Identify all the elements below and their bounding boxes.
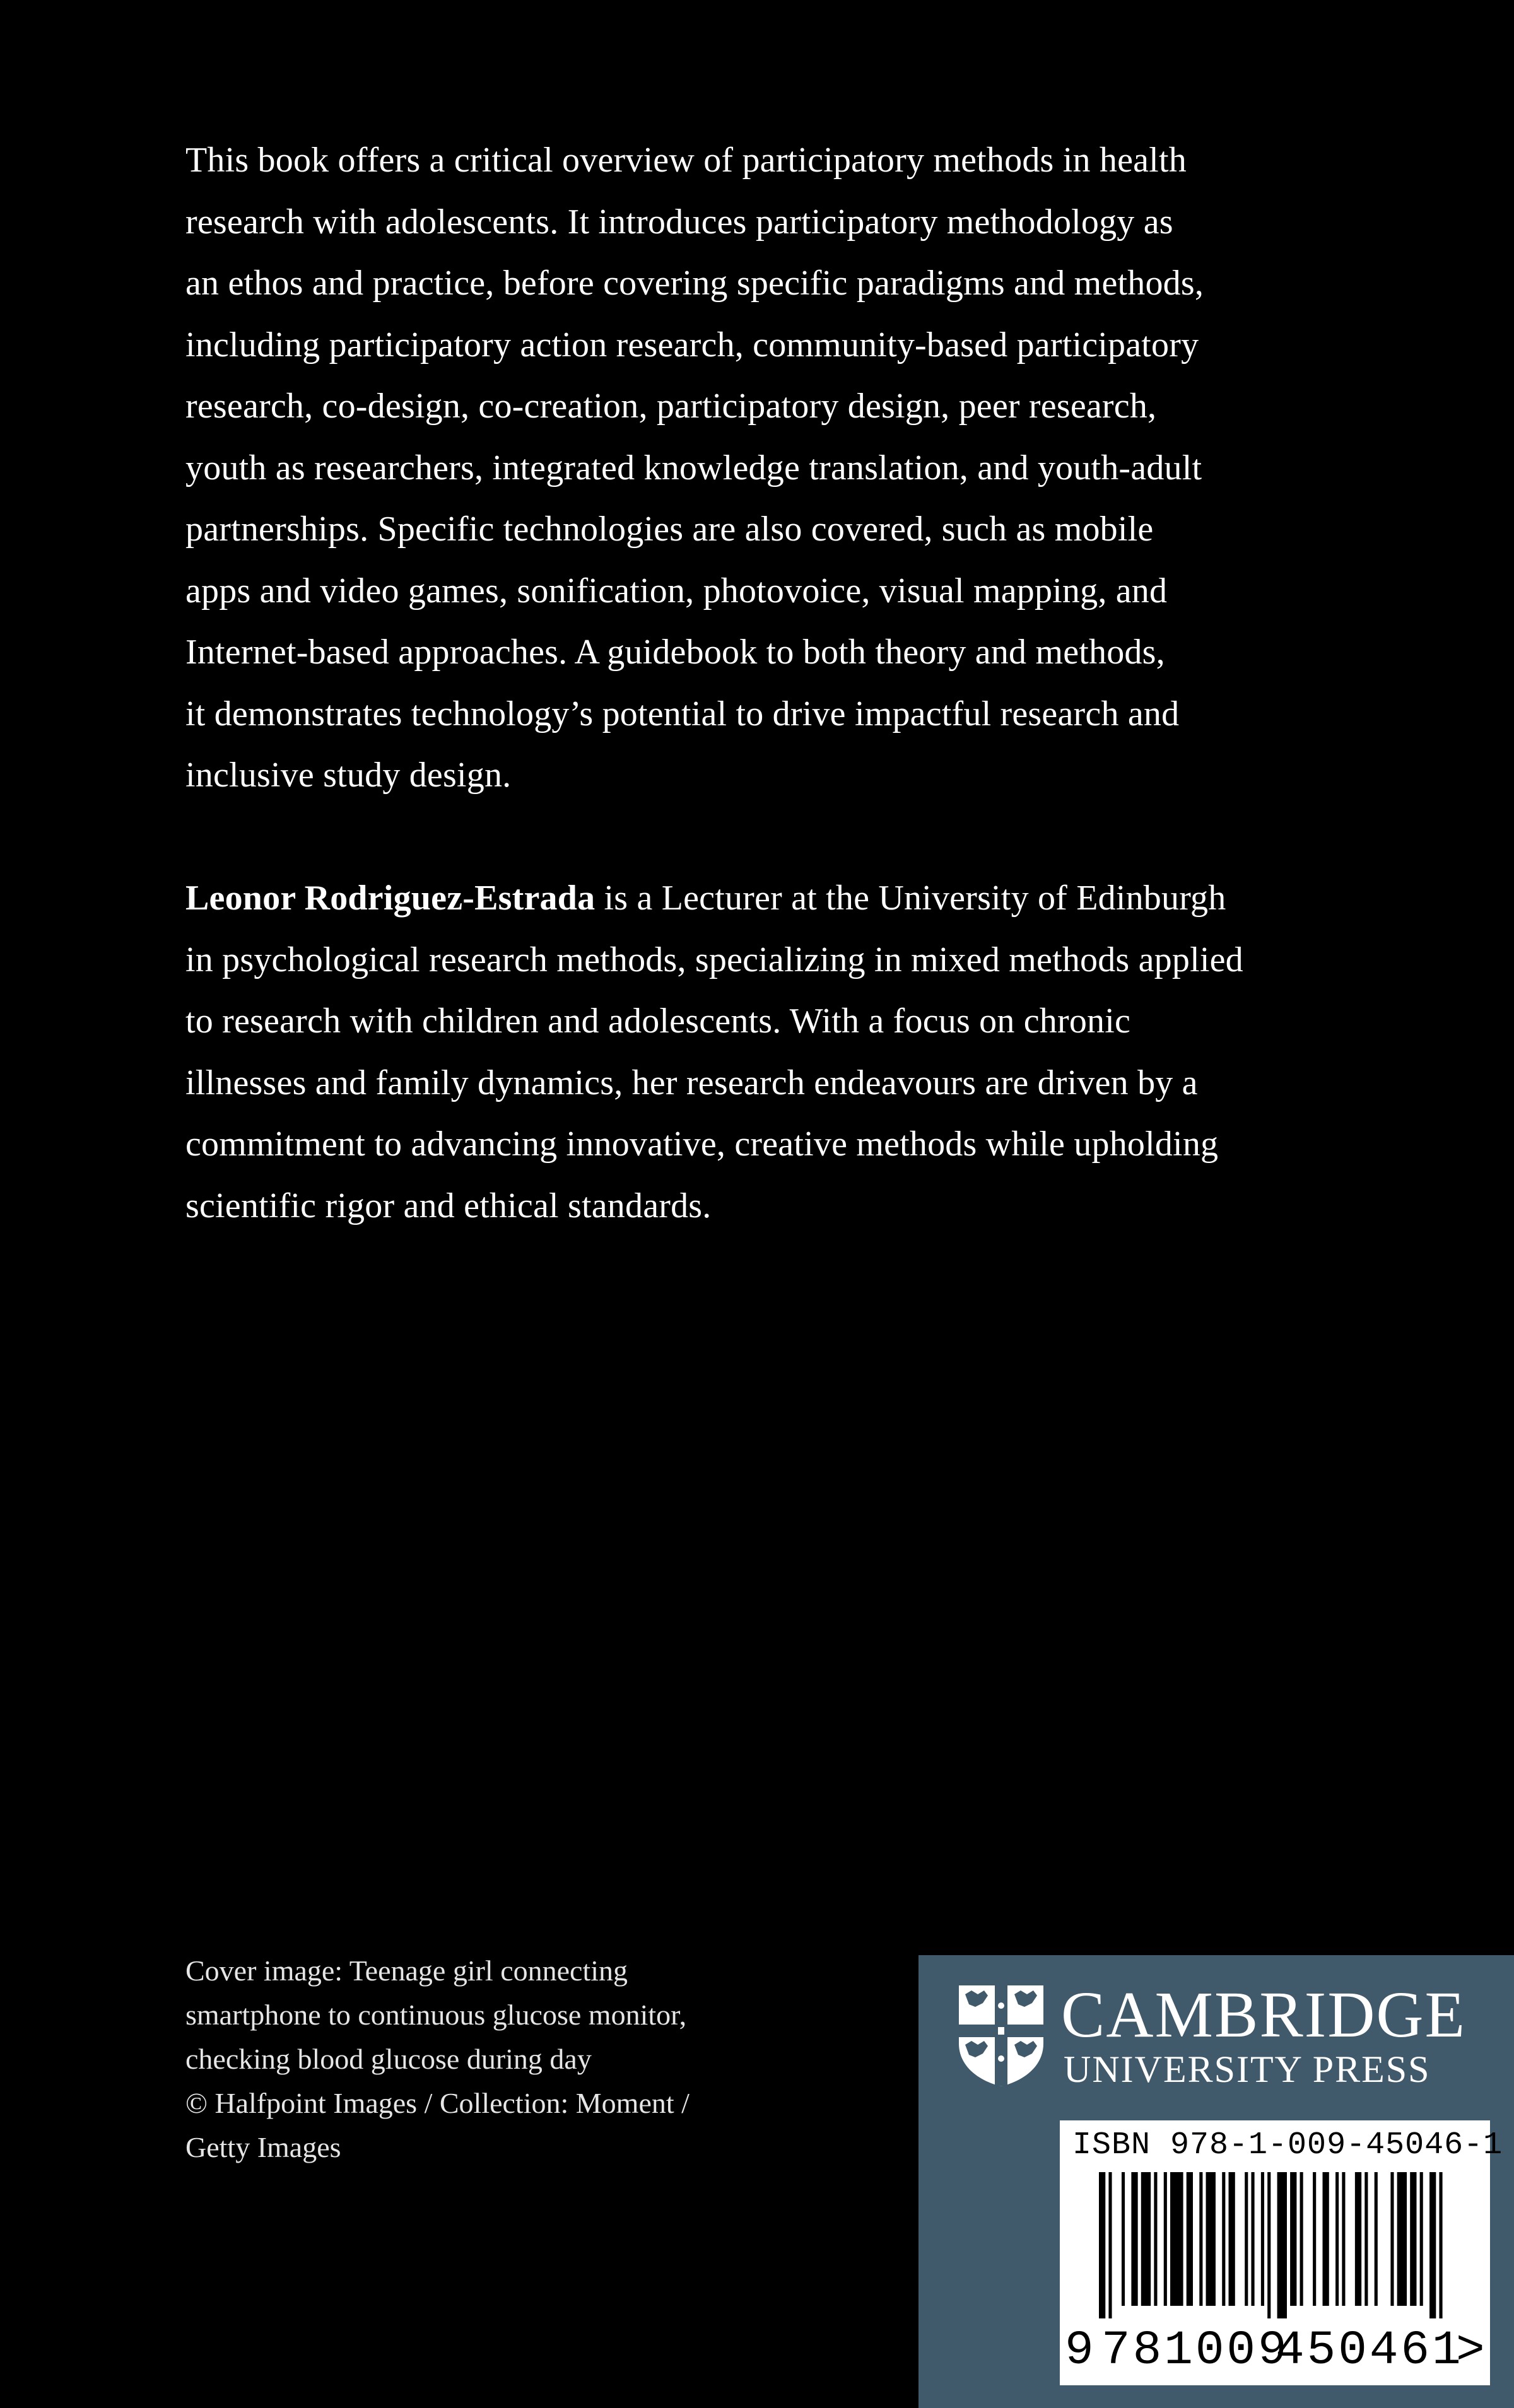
barcode-digits-left: 781009 — [1101, 2323, 1289, 2378]
description-line: Internet-based approaches. A guidebook to both theory and methods, — [185, 633, 1165, 672]
author-bio — [185, 868, 1384, 1237]
isbn-barcode — [1060, 2120, 1503, 2385]
barcode-bar — [1261, 2172, 1264, 2306]
book-description — [185, 130, 1384, 807]
credit-line: © Halfpoint Images / Collection: Moment / — [185, 2087, 690, 2119]
barcode-digits — [1065, 2322, 1488, 2379]
barcode-bar — [1164, 2172, 1167, 2306]
description-line: partnerships. Specific technologies are also covered, such as mobile — [185, 510, 1154, 549]
barcode-bar — [1300, 2172, 1303, 2306]
bio-line: scientific rigor and ethical standards. — [185, 1186, 712, 1225]
barcode-bar — [1342, 2172, 1345, 2306]
barcode-bar — [1222, 2172, 1225, 2306]
description-line: research, co-design, co-creation, participatory design, peer research, — [185, 387, 1157, 426]
isbn-label: ISBN 978-1-009-45046-1 — [1072, 2127, 1503, 2163]
barcode-bar — [1251, 2172, 1254, 2306]
barcode-bar — [1323, 2172, 1329, 2306]
cover-image-credit — [185, 1949, 879, 2170]
description-line: including participatory action research, community-based participatory — [185, 325, 1199, 365]
barcode-bar — [1154, 2172, 1157, 2306]
barcode-bar — [1355, 2172, 1361, 2306]
barcode-bar — [1335, 2172, 1339, 2306]
barcode-bar — [1206, 2172, 1216, 2306]
barcode-bar — [1199, 2172, 1202, 2306]
barcode-bar — [1267, 2172, 1270, 2318]
publisher-name: CAMBRIDGE — [1061, 1978, 1467, 2051]
barcode-bar — [1187, 2172, 1193, 2306]
barcode-bar — [1141, 2172, 1151, 2306]
barcode-bar — [1375, 2172, 1378, 2306]
description-line: This book offers a critical overview of participatory methods in health — [185, 141, 1187, 180]
barcode-bar — [1390, 2172, 1394, 2306]
barcode-digits-right: 450461 — [1276, 2323, 1464, 2378]
description-line: research with adolescents. It introduces participatory methodology as — [185, 202, 1173, 242]
barcode-bar — [1313, 2172, 1316, 2306]
barcode-bar — [1429, 2172, 1436, 2318]
description-line: it demonstrates technology’s potential to drive impactful research and — [185, 694, 1180, 734]
barcode-bar — [1108, 2172, 1112, 2318]
barcode-bar — [1277, 2172, 1287, 2318]
description-line: apps and video games, sonification, photovoice, visual mapping, and — [185, 571, 1168, 611]
bio-line: in psychological research methods, specializing in mixed methods applied — [185, 940, 1243, 979]
bio-line: commitment to advancing innovative, creative methods while upholding — [185, 1125, 1219, 1164]
credit-line: smartphone to continuous glucose monitor, — [185, 1999, 687, 2031]
description-line: inclusive study design. — [185, 756, 512, 795]
barcode-digit-first: 9 — [1065, 2323, 1094, 2378]
bio-line: to research with children and adolescents. With a focus on chronic — [185, 1002, 1131, 1041]
bio-line-rest: is a Lecturer at the University of Edinburgh — [595, 879, 1226, 918]
description-line: youth as researchers, integrated knowledge translation, and youth-adult — [185, 448, 1202, 488]
credit-line: Cover image: Teenage girl connecting — [185, 1955, 628, 1987]
barcode-bar — [1439, 2172, 1442, 2318]
barcode-bar — [1131, 2172, 1137, 2306]
credit-line: checking blood glucose during day — [185, 2043, 592, 2075]
barcode-bar — [1290, 2172, 1296, 2306]
barcode-bar — [1229, 2172, 1235, 2306]
barcode-bar — [1122, 2172, 1125, 2306]
barcode-bar — [1410, 2172, 1416, 2306]
barcode-bar — [1397, 2172, 1407, 2306]
description-line: an ethos and practice, before covering specific paradigms and methods, — [185, 264, 1204, 303]
barcode-bar — [1364, 2172, 1368, 2306]
author-name: Leonor Rodriguez-Estrada — [185, 879, 596, 918]
university-crest-icon — [956, 1983, 1046, 2088]
publisher-panel — [918, 1955, 1514, 2408]
bio-line — [185, 868, 1384, 930]
barcode-bar — [1245, 2172, 1248, 2306]
barcode-end-mark: > — [1456, 2323, 1485, 2378]
barcode-bar — [1170, 2172, 1183, 2306]
publisher-subname: UNIVERSITY PRESS — [1064, 2049, 1431, 2090]
bio-line: illnesses and family dynamics, her research endeavours are driven by a — [185, 1063, 1198, 1102]
barcode-bars — [1099, 2172, 1452, 2318]
barcode-bar — [1420, 2172, 1423, 2306]
barcode-bar — [1099, 2172, 1105, 2318]
credit-line: Getty Images — [185, 2131, 341, 2163]
